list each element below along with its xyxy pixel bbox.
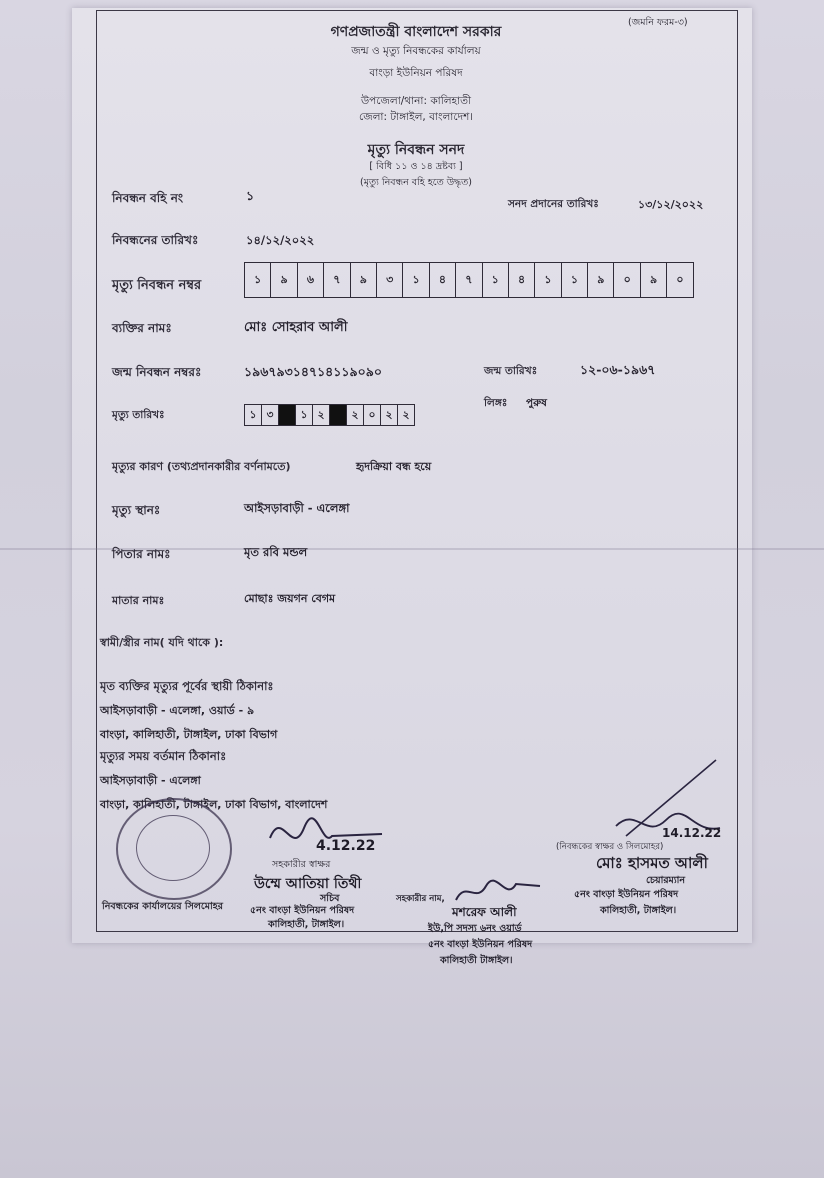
- assistant-label: সহকারীর নাম,: [396, 894, 445, 904]
- spouse-label: স্বামী/স্ত্রীর নাম( যদি থাকে ):: [100, 636, 224, 649]
- death-reg-digit: ৭: [456, 263, 482, 297]
- death-date-digit: ৩: [262, 405, 279, 425]
- secretary-place: কালিহাতী, টাঙ্গাইল।: [268, 919, 345, 930]
- death-date-digit: ২: [381, 405, 398, 425]
- secretary-office: ৫নং বাংড়া ইউনিয়ন পরিষদ: [250, 905, 355, 916]
- death-reg-digit: ৬: [298, 263, 324, 297]
- death-reg-digit: ৪: [509, 263, 535, 297]
- form-number: (জমনি ফরম-৩): [628, 17, 688, 28]
- death-date-digit: ২: [402, 409, 410, 421]
- registrar-title: চেয়ারম্যান: [646, 875, 686, 886]
- extract-note: (মৃত্যু নিবন্ধন বহি হতে উদ্ধৃত): [360, 177, 472, 188]
- date-separator: [330, 405, 347, 425]
- present-address-label: মৃত্যুর সময় বর্তমান ঠিকানাঃ: [100, 749, 227, 763]
- secretary-signature-date: 4.12.22: [316, 838, 376, 854]
- father-value: মৃত রবি মন্ডল: [244, 545, 308, 559]
- death-reg-digit: ১: [403, 263, 429, 297]
- birth-reg-no-value: ১৯৬৭৯৩১৪৭১৪১১৯০৯০: [244, 364, 382, 379]
- upazila-name: উপজেলা/থানা: কালিহাতী: [360, 95, 472, 107]
- registrar-caption: (নিবন্ধকের স্বাক্ষর ও সিলমোহর): [556, 842, 664, 852]
- death-reg-digit: ৯: [641, 263, 667, 297]
- sex-value: পুরুষ: [526, 397, 547, 409]
- death-date-digit: ১: [296, 405, 313, 425]
- date-separator: [279, 405, 296, 425]
- death-date-digit: ২: [313, 405, 330, 425]
- death-date-digit: ২: [347, 405, 364, 425]
- permanent-address-label: মৃত ব্যক্তির মৃত্যুর পূর্বের স্থায়ী ঠিকানাঃ: [100, 679, 274, 693]
- death-reg-digit: ৯: [271, 263, 297, 297]
- secretary-signature: [262, 808, 392, 864]
- cause-value: হৃদক্রিয়া বন্ধ হয়ে: [356, 460, 432, 473]
- death-reg-digit: ১: [483, 263, 509, 297]
- issue-date-label: সনদ প্রদানের তারিখঃ: [508, 198, 599, 210]
- permanent-address-line2: বাংড়া, কালিহাতী, টাঙ্গাইল, ঢাকা বিভাগ: [100, 728, 278, 741]
- place-label: মৃত্যু স্থানঃ: [112, 503, 161, 517]
- register-book-value: ১: [246, 188, 255, 203]
- member-place: কালিহাতী টাঙ্গাইল।: [440, 955, 513, 966]
- death-reg-digit: ৯: [351, 263, 377, 297]
- issue-date-value: ১৩/১২/২০২২: [638, 198, 704, 211]
- secretary-title: সচিব: [320, 893, 340, 904]
- office-title: জন্ম ও মৃত্যু নিবন্ধকের কার্যালয়: [351, 45, 481, 57]
- office-seal: [116, 798, 232, 900]
- death-reg-digit: ০: [614, 263, 640, 297]
- registrar-place: কালিহাতী, টাঙ্গাইল।: [600, 905, 677, 916]
- death-reg-digit: ৯: [588, 263, 614, 297]
- secretary-name: উম্মে আতিয়া তিথী: [254, 876, 362, 892]
- name-value: মোঃ সোহরাব আলী: [244, 320, 348, 335]
- death-reg-digit: ৩: [377, 263, 403, 297]
- mother-value: মোছাঃ জয়গন বেগম: [244, 592, 336, 605]
- registration-date-value: ১৪/১২/২০২২: [246, 233, 315, 247]
- union-name: বাংড়া ইউনিয়ন পরিষদ: [369, 67, 463, 79]
- registrar-signature-date: 14.12.22: [662, 826, 722, 840]
- certificate-title: মৃত্যু নিবন্ধন সনদ: [367, 142, 465, 158]
- member-name: মশরেফ আলী: [452, 905, 517, 919]
- register-book-label: নিবন্ধন বহি নং: [112, 191, 184, 205]
- place-value: আইসড়াবাড়ী - এলেঙ্গা: [244, 501, 350, 515]
- cause-label: মৃত্যুর কারণ (তথ্যপ্রদানকারীর বর্ণনামতে): [112, 460, 291, 473]
- rule-reference: [ বিধি ১১ ও ১৪ দ্রষ্টব্য ]: [369, 161, 463, 172]
- name-label: ব্যক্তির নামঃ: [112, 321, 172, 335]
- death-reg-digit: ৪: [430, 263, 456, 297]
- government-title: গণপ্রজাতন্ত্রী বাংলাদেশ সরকার: [330, 24, 502, 40]
- present-address-line2: বাংড়া, কালিহাতী, টাঙ্গাইল, ঢাকা বিভাগ, বাংলাদেশ: [100, 798, 328, 811]
- registration-date-label: নিবন্ধনের তারিখঃ: [112, 233, 199, 247]
- father-label: পিতার নামঃ: [112, 547, 171, 561]
- permanent-address-line1: আইসড়াবাড়ী - এলেঙ্গা, ওয়ার্ড - ৯: [100, 704, 255, 717]
- death-date-label: মৃত্যু তারিখঃ: [112, 409, 165, 421]
- birth-date-value: ১২-০৬-১৯৬৭: [580, 362, 656, 377]
- registrar-office: ৫নং বাংড়া ইউনিয়ন পরিষদ: [574, 889, 679, 900]
- mother-label: মাতার নামঃ: [112, 594, 165, 607]
- death-reg-digit: ০: [676, 273, 684, 286]
- death-date-digit: ০: [364, 405, 381, 425]
- present-address-line1: আইসড়াবাড়ী - এলেঙ্গা: [100, 774, 201, 787]
- birth-reg-no-label: জন্ম নিবন্ধন নম্বরঃ: [112, 365, 202, 379]
- birth-date-label: জন্ম তারিখঃ: [484, 365, 538, 377]
- registrar-name: মোঃ হাসমত আলী: [596, 854, 708, 872]
- seal-label: নিবন্ধকের কার্যালয়ের সিলমোহর: [102, 901, 223, 912]
- district-name: জেলা: টাঙ্গাইল, বাংলাদেশ।: [358, 111, 474, 123]
- secretary-caption: সহকারীর স্বাক্ষর: [272, 859, 331, 870]
- death-reg-no-label: মৃত্যু নিবন্ধন নম্বর: [112, 278, 202, 293]
- death-reg-digit: ১: [535, 263, 561, 297]
- sex-label: লিঙ্গঃ: [484, 397, 508, 409]
- member-office: ৫নং বাংড়া ইউনিয়ন পরিষদ: [428, 939, 533, 950]
- death-date-digit: ১: [245, 405, 262, 425]
- death-reg-digit: ১: [562, 263, 588, 297]
- death-reg-digit: ১: [245, 263, 271, 297]
- death-reg-no-boxes: [244, 262, 694, 298]
- death-reg-digit: ৭: [324, 263, 350, 297]
- member-title: ইউ,পি সদস্য ৬নং ওয়ার্ড: [428, 923, 522, 934]
- death-date-boxes: [244, 404, 415, 426]
